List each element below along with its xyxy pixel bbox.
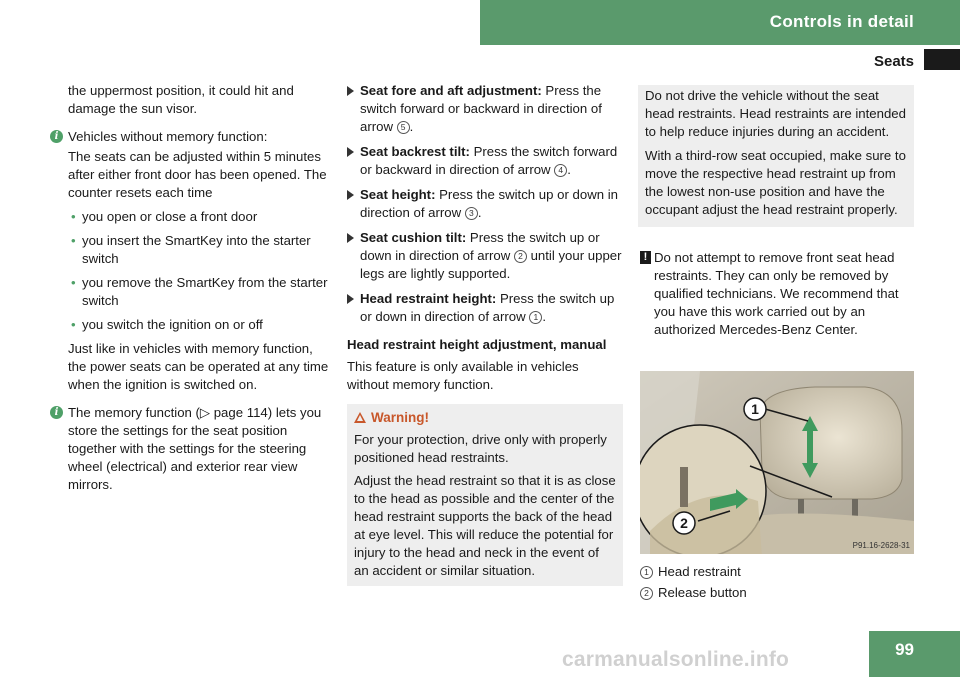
head-restraint-photo <box>640 371 914 554</box>
legend-item: 2 Release button <box>640 582 747 603</box>
callout-number: 4 <box>554 164 567 177</box>
figure-legend <box>640 561 747 603</box>
info-note-memory-function <box>54 404 330 494</box>
callout-number: 1 <box>640 566 653 579</box>
list-item: • you insert the SmartKey into the starter switch <box>68 232 330 268</box>
warning-title: Warning! <box>354 409 616 427</box>
step-seat-height: Seat height: Press the switch up or down in direction of arrow 3 . <box>347 186 623 222</box>
step-arrow-icon <box>347 190 354 200</box>
intro-text: the uppermost position, it could hit and damage the sun visor. <box>68 83 294 116</box>
step-arrow-icon <box>347 233 354 243</box>
column-right <box>640 85 914 339</box>
callout-number: 2 <box>514 250 527 263</box>
figure-code: P91.16-2628-31 <box>852 541 910 550</box>
step-fore-aft: Seat fore and aft adjustment: Press the switch forward or backward in direction of arrow 5 . <box>347 82 623 136</box>
callout-2-label: 2 <box>680 515 688 531</box>
callout-number: 2 <box>640 587 653 600</box>
watermark: carmanualsonline.info <box>562 648 790 671</box>
info-end: Just like in vehicles with memory function, the power seats can be operated at any time when the ignition is switched on. <box>68 341 329 392</box>
adjustment-steps <box>347 82 623 326</box>
step-arrow-icon <box>347 294 354 304</box>
info-lead: Vehicles without memory function: <box>68 129 268 144</box>
feature-note: This feature is only available in vehicles without memory function. <box>347 359 579 392</box>
step-cushion-tilt: Seat cushion tilt: Press the switch up or down in direction of arrow 2 until your upper legs are lightly supported. <box>347 229 623 283</box>
section-heading: Head restraint height adjustment, manual <box>347 337 607 352</box>
list-item: • you remove the SmartKey from the starter switch <box>68 274 330 310</box>
column-left <box>54 82 330 500</box>
note-text: Do not drive the vehicle without the seat head restraints. Head restraints are intended to help reduce injuries during an accident. <box>645 88 906 139</box>
step-arrow-icon <box>347 147 354 157</box>
callout-1-label: 1 <box>751 401 759 417</box>
step-backrest-tilt: Seat backrest tilt: Press the switch forward or backward in direction of arrow 4 . <box>347 143 623 179</box>
page-number-tab <box>869 631 960 677</box>
warning-continuation-box <box>638 85 914 227</box>
subsection-title: Seats <box>873 53 914 70</box>
note-text: With a third-row seat occupied, make sure to move the respective head restraint up from the lowest non-use position and have the occupant adjust the head restraint properly. <box>645 148 906 217</box>
callout-number: 1 <box>529 311 542 324</box>
page-number: 99 <box>895 640 914 659</box>
warning-text: Adjust the head restraint so that it is as close to the head as possible and the center of the head restraint supports the back of the head at eye level. This will reduce the potential for injury to the head and neck in the event of an accident or similar situation. <box>354 473 616 578</box>
warning-triangle-icon <box>354 412 366 423</box>
callout-number: 3 <box>465 207 478 220</box>
legend-item: 1 Head restraint <box>640 561 747 582</box>
caution-text: Do not attempt to remove front seat head restraints. They can only be removed by qualified technicians. We recommend that you have this work carried out by an authorized Mercedes-Benz Center. <box>654 250 899 337</box>
warning-box <box>347 404 623 586</box>
warning-text: For your protection, drive only with properly positioned head restraints. <box>354 432 607 465</box>
info-body: The seats can be adjusted within 5 minutes after either front door has been opened. The counter resets each time <box>68 149 327 200</box>
info2-text-b: ) lets you store the settings for the seat position together with the settings for the steering wheel (electrical) and exterior rear view mirrors. <box>68 405 322 492</box>
info-icon: i <box>50 130 63 143</box>
step-head-restraint-height: Head restraint height: Press the switch up or down in direction of arrow 1 . <box>347 290 623 326</box>
page-reference-link[interactable]: ▷ page 114 <box>199 405 268 420</box>
reset-conditions-list <box>68 208 330 334</box>
list-item: • you open or close a front door <box>68 208 330 226</box>
step-arrow-icon <box>347 86 354 96</box>
info2-text-a: The memory function ( <box>68 405 200 420</box>
subsection-marker <box>924 49 960 70</box>
callout-number: 5 <box>397 121 410 134</box>
column-middle <box>347 82 623 586</box>
info-note-memory-less <box>54 128 330 394</box>
list-item: • you switch the ignition on or off <box>68 316 330 334</box>
info-icon: i <box>50 406 63 419</box>
section-title: Controls in detail <box>769 12 914 31</box>
caution-exclamation-icon: ! <box>640 251 651 264</box>
caution-note <box>640 249 914 339</box>
